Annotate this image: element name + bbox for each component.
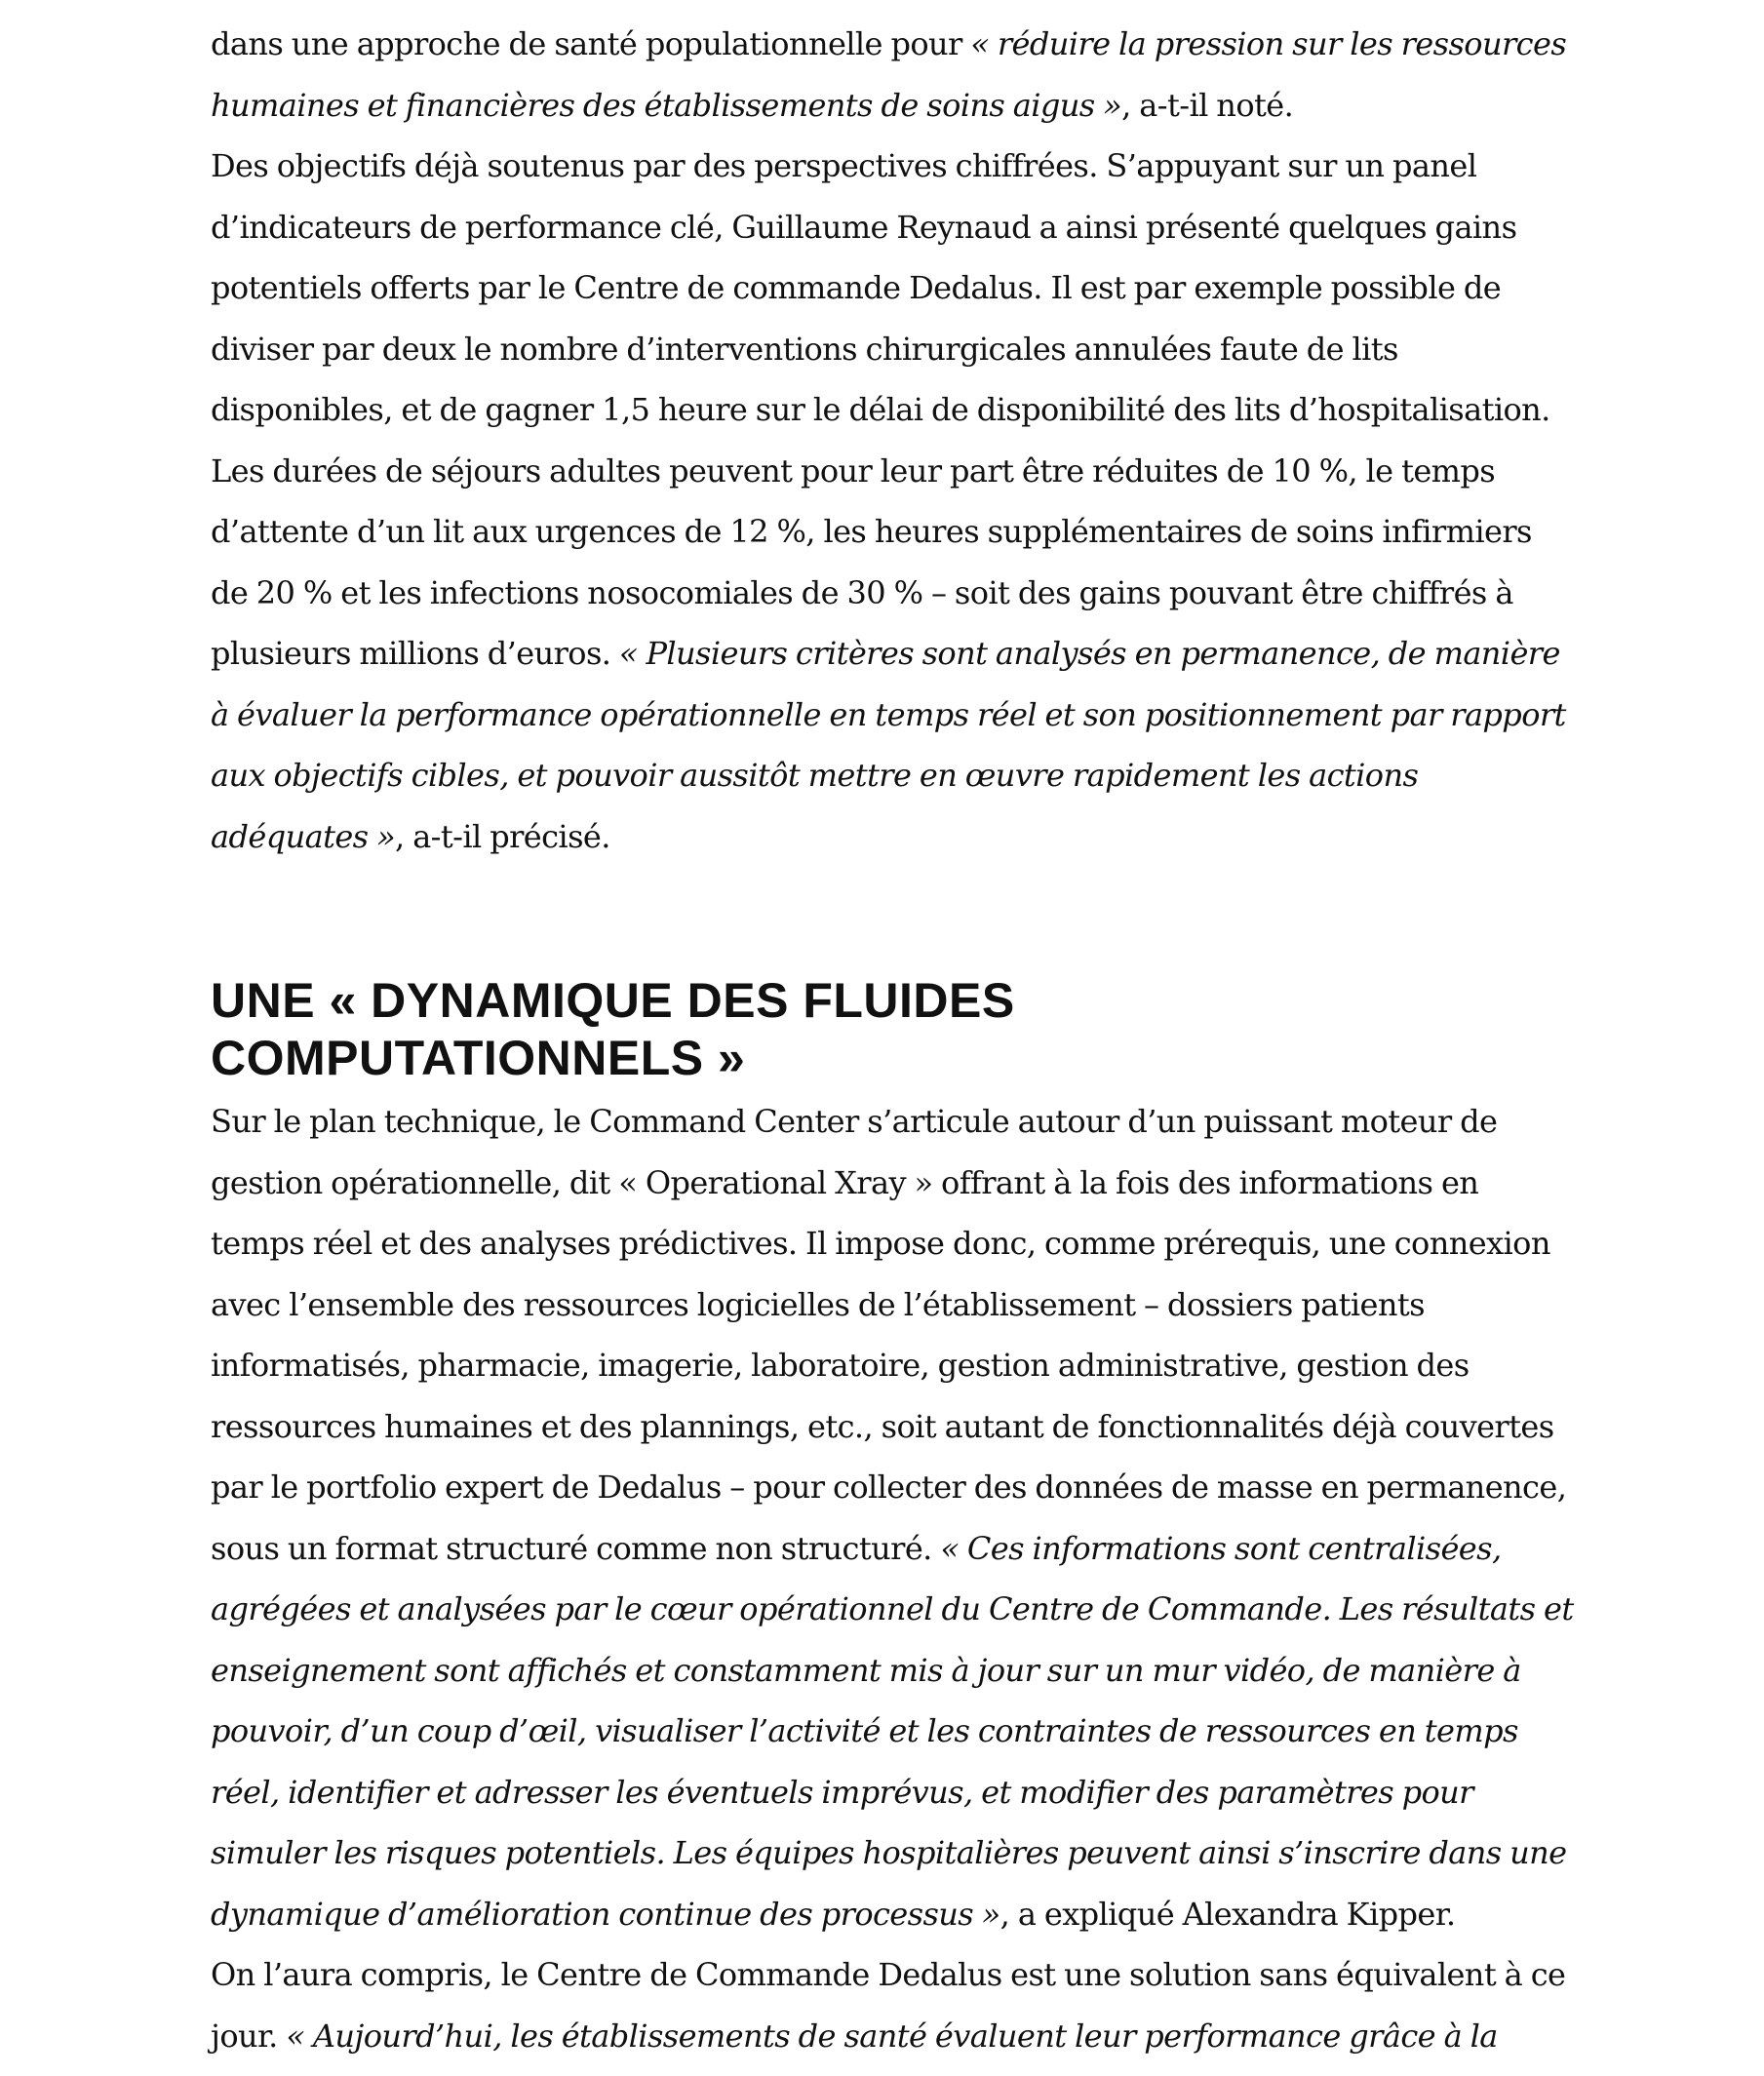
section-spacer <box>211 867 1576 972</box>
quote-text: « Aujourd’hui, les établissements de santé évaluent leur performance grâce à la <box>286 2017 1498 2055</box>
attribution-text: , a-t-il noté. <box>1121 86 1294 124</box>
attribution-text: , a expliqué Alexandra Kipper. <box>1000 1895 1456 1933</box>
paragraph-text: On l’aura compris, le Centre de Commande Dedalus est une solution sans équivalent à ce jour. <box>211 1956 1566 2055</box>
quote-text: « réduire la pression sur les ressources humaines et financières des établissements de soins aigus » <box>211 25 1567 124</box>
paragraph-conclusion <box>211 1944 1576 2066</box>
quote-text: « Plusieurs critères sont analysés en permanence, de manière à évaluer la performance opérationnelle en temps réel et son positionnement par rapport aux objectifs cibles, et pouvoir aussitôt mettre en œuvre rapidement les actions adéquates » <box>211 635 1566 855</box>
paragraph-text: Sur le plan technique, le Command Center s’articule autour d’un puissant moteur de gestion opérationnelle, dit « Operational Xray » offrant à la fois des informations en temps réel et des analyses prédictives. Il impose donc, comme prérequis, une connexion avec l’ensemble des ressources logicielles de l’établissement – dossiers patients informatisés, pharmacie, imagerie, laboratoire, gestion administrative, gestion des ressources humaines et des plannings, etc., soit autant de fonctionnalités déjà couvertes par le portfolio expert de Dedalus – pour collecter des données de masse en permanence, sous un format structuré comme non structuré. <box>211 1103 1567 1567</box>
section-heading-line-2: COMPUTATIONNELS » <box>211 1031 746 1085</box>
article-body <box>211 14 1576 2066</box>
quote-text: « Ces informations sont centralisées, agrégées et analysées par le cœur opérationnel du Centre de Commande. Les résultats et enseignement sont affichés et constamment mis à jour sur un mur vidéo, de manière à pouvoir, d’un coup d’œil, visualiser l’activité et les contraintes de ressources en temps réel, identifier et adresser les éventuels imprévus, et modifier des paramètres pour simuler les risques potentiels. Les équipes hospitalières peuvent ainsi s’inscrire dans une dynamique d’amélioration continue des processus » <box>211 1529 1574 1933</box>
paragraph-objectives <box>211 136 1576 867</box>
paragraph-intro <box>211 14 1576 136</box>
attribution-text: , a-t-il précisé. <box>395 817 610 855</box>
paragraph-technical <box>211 1091 1576 1944</box>
section-heading-line-1: UNE « DYNAMIQUE DES FLUIDES <box>211 973 1015 1028</box>
paragraph-text: Des objectifs déjà soutenus par des perspectives chiffrées. S’appuyant sur un panel d’indicateurs de performance clé, Guillaume Reynaud a ainsi présenté quelques gains potentiels offerts par le Centre de commande Dedalus. Il est par exemple possible de diviser par deux le nombre d’interventions chirurgicales annulées faute de lits disponibles, et de gagner 1,5 heure sur le délai de disponibilité des lits d’hospitalisation. Les durées de séjours adultes peuvent pour leur part être réduites de 10 %, le temps d’attente d’un lit aux urgences de 12 %, les heures supplémentaires de soins infirmiers de 20 % et les infections nosocomiales de 30 % – soit des gains pouvant être chiffrés à plusieurs millions d’euros. <box>211 147 1550 672</box>
paragraph-text: dans une approche de santé populationnelle pour <box>211 25 971 62</box>
section-heading <box>211 972 1576 1087</box>
